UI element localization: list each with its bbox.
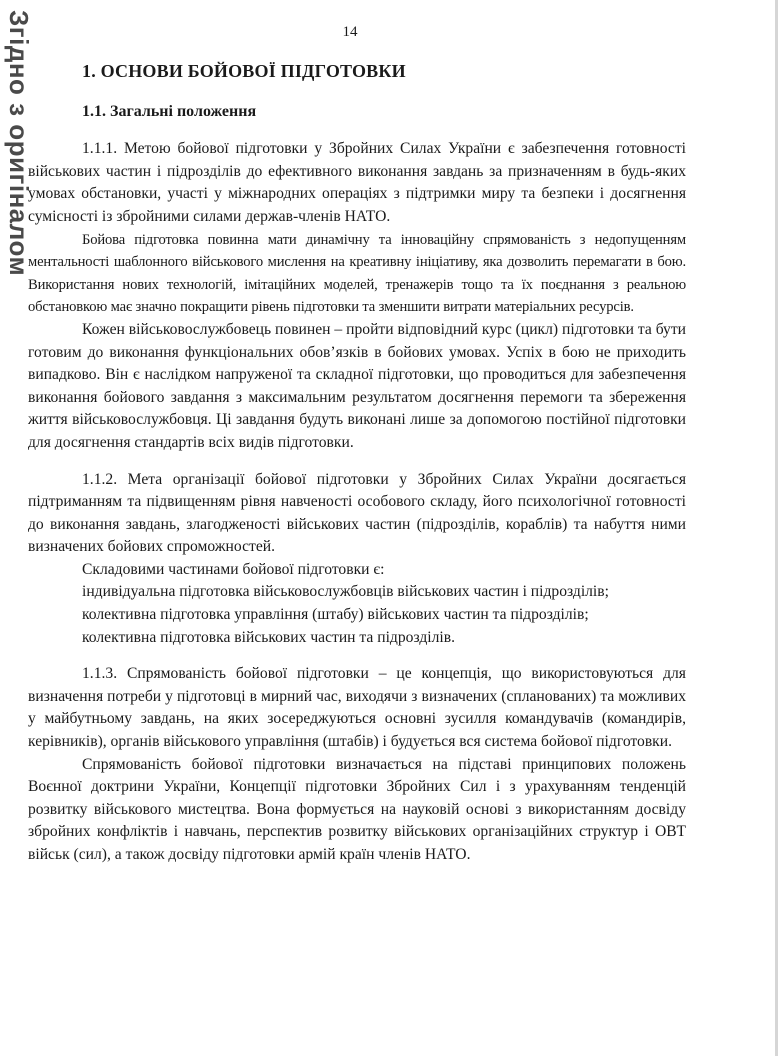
paragraph-1-1-1-c: Кожен військовослужбовець повинен – пройти відповідний курс (цикл) підготовки та бути готовим до виконання функціональних обов’язків в бойових умовах. Успіх в бою не приходить випадково. Він є наслідком напруженої та складної підготовки, що проводиться для забезпечення виконання бойового завдання з максимальним результатом досягнення перемоги та збереження життя військовослужбовця. Ці завдання будуть виконані лише за допомогою постійної підготовки для досягнення стандартів всіх видів підготовки. bbox=[28, 320, 686, 451]
subsection-heading: 1.1. Загальні положення bbox=[82, 102, 257, 120]
spacer bbox=[28, 649, 686, 663]
list-item: індивідуальна підготовка військовослужбовців військових частин і підрозділів; bbox=[82, 583, 609, 601]
paragraph-1-1-3-b: Спрямованість бойової підготовки визначається на підставі принципових положень Воєнної доктрини України, Концепції підготовки Збройних Сил і з урахуванням тенденцій розвитку військового мистецтва. Вона формується на науковій основі з використанням досвіду збройних конфліктів і навчань, перспектив розвитку військових організаційних структур і ОВТ військ (сил), а також досвіду підготовки армій країн членів НАТО. bbox=[28, 755, 686, 863]
list-item: колективна підготовка військових частин та підрозділів. bbox=[82, 628, 455, 646]
paragraph-1-1-1: 1.1.1. Метою бойової підготовки у Збройних Силах України є забезпечення готовності військових частин і підрозділів до ефективного виконання завдань за призначенням в будь-яких умовах обстановки, участі у міжнародних операціях з підтримки миру та безпеки і досягнення сумісності із збройними силами держав-членів НАТО. bbox=[28, 140, 686, 225]
paragraph-1-1-3: 1.1.3. Спрямованість бойової підготовки – це концепція, що використовуються для визначення потреби у підготовці в мирний час, виходячи з визначених (спланованих) та можливих у майбутньому завдань, на яких зосереджуються основні зусилля командувачів (командирів, керівників), органів військового управління (штабів) і будується вся система бойової підготовки. bbox=[28, 665, 686, 751]
paragraph-1-1-2: 1.1.2. Мета організації бойової підготовки у Збройних Силах України досягається підтриманням та підвищенням рівня навченості особового складу, його психологічної готовності до виконання завдань, злагодженості військових частин (підрозділів, кораблів) та набуття ними визначених бойових спроможностей. bbox=[28, 470, 686, 556]
paragraph-1-1-2-b: Складовими частинами бойової підготовки є: bbox=[82, 560, 385, 578]
section-heading: 1. ОСНОВИ БОЙОВОЇ ПІДГОТОВКИ bbox=[82, 61, 406, 81]
page-number: 14 bbox=[342, 24, 358, 40]
document-body bbox=[28, 56, 686, 867]
paragraph-1-1-1-b: Бойова підготовка повинна мати динамічну та інноваційну спрямованість з недопущенням ментальності шаблонного військового мислення на креативну ініціативу, яка дозволить перемагати в бою. Використання нових технологій, імітаційних моделей, тренажерів тощо та їх поєднання з реальною обстановкою має значно покращити рівень підготовки та зменшити витрати матеріальних ресурсів. bbox=[28, 231, 686, 316]
list-item: колективна підготовка управління (штабу) військових частин та підрозділів; bbox=[82, 606, 589, 624]
spacer bbox=[28, 455, 686, 469]
certification-stamp: Згідно з оригіналом bbox=[4, 10, 34, 277]
